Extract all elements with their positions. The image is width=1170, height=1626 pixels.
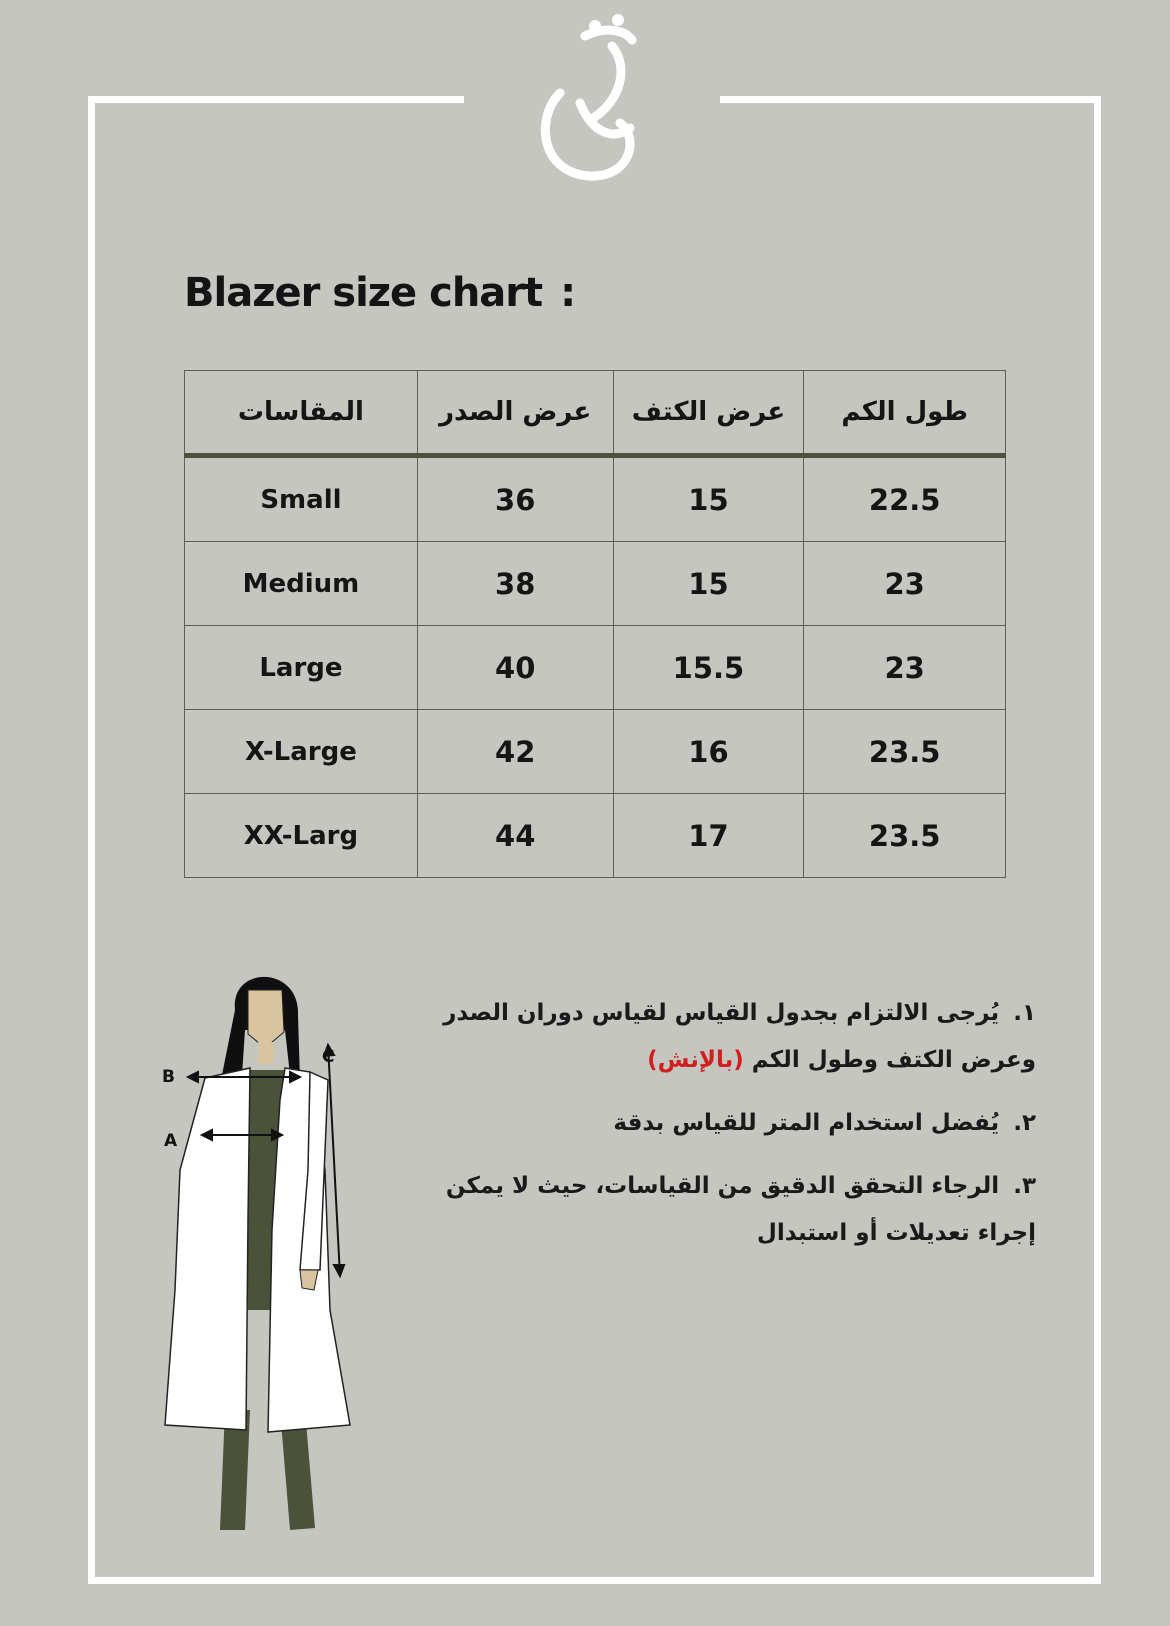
header-sleeve-length: طول الكم — [804, 371, 1006, 456]
cell-size: XX-Larg — [185, 794, 418, 878]
note-item — [400, 1100, 1036, 1147]
cell-shoulder: 15 — [613, 456, 804, 542]
table-row — [185, 456, 1006, 542]
note-accent: (بالإنش) — [647, 1047, 744, 1073]
model-measurement-icon — [150, 970, 380, 1570]
note-item — [400, 990, 1036, 1084]
cell-size: X-Large — [185, 710, 418, 794]
cell-sleeve: 23.5 — [804, 710, 1006, 794]
cell-chest: 40 — [417, 626, 613, 710]
cell-size: Medium — [185, 542, 418, 626]
header-size: المقاسات — [185, 371, 418, 456]
table-row — [185, 626, 1006, 710]
page-title-text: Blazer size chart — [184, 270, 543, 316]
frame-bottom — [88, 1577, 1101, 1584]
cell-shoulder: 16 — [613, 710, 804, 794]
note-text: يُفضل استخدام المتر للقياس بدقة — [613, 1110, 1000, 1136]
page-title — [184, 270, 575, 316]
note-item — [400, 1163, 1036, 1257]
table-row — [185, 794, 1006, 878]
header-shoulder-width: عرض الكتف — [613, 371, 804, 456]
cell-chest: 44 — [417, 794, 613, 878]
frame-top-right — [720, 96, 1101, 103]
label-c: C — [322, 1047, 335, 1067]
brand-logo — [520, 8, 670, 188]
cell-shoulder: 15.5 — [613, 626, 804, 710]
note-number: ٣. — [1013, 1173, 1036, 1199]
frame-left — [88, 96, 95, 1584]
table-row — [185, 710, 1006, 794]
table-header-row — [185, 371, 1006, 456]
note-number: ١. — [1013, 1000, 1036, 1026]
cell-size: Large — [185, 626, 418, 710]
cell-sleeve: 23 — [804, 542, 1006, 626]
cell-sleeve: 23 — [804, 626, 1006, 710]
size-chart-table — [184, 370, 1006, 878]
frame-top-left — [88, 96, 464, 103]
label-b: B — [162, 1067, 175, 1087]
note-text: يُرجى الالتزام بجدول القياس لقياس دوران الصدر وعرض الكتف وطول الكم — [443, 1000, 1036, 1073]
frame-right — [1094, 96, 1101, 1584]
cell-shoulder: 17 — [613, 794, 804, 878]
note-number: ٢. — [1013, 1110, 1036, 1136]
header-chest-width: عرض الصدر — [417, 371, 613, 456]
cell-sleeve: 22.5 — [804, 456, 1006, 542]
measurement-notes — [400, 990, 1036, 1273]
cell-sleeve: 23.5 — [804, 794, 1006, 878]
cell-chest: 36 — [417, 456, 613, 542]
table-row — [185, 542, 1006, 626]
cell-chest: 42 — [417, 710, 613, 794]
cell-shoulder: 15 — [613, 542, 804, 626]
cell-size: Small — [185, 456, 418, 542]
note-text: الرجاء التحقق الدقيق من القياسات، حيث لا يمكن إجراء تعديلات أو استبدال — [445, 1173, 1036, 1246]
cell-chest: 38 — [417, 542, 613, 626]
page-title-colon: : — [560, 270, 576, 316]
label-a: A — [164, 1131, 178, 1151]
